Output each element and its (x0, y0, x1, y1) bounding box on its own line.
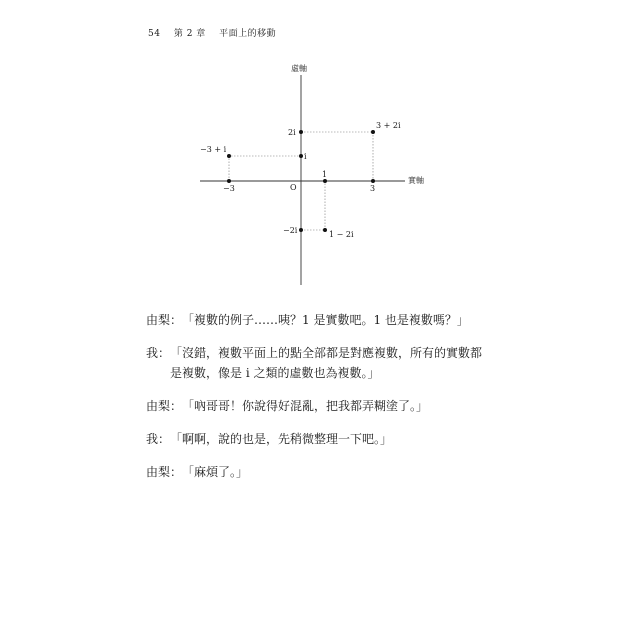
speech: 「啊啊，說的也是，先稍微整理一下吧。」 (170, 432, 393, 446)
speaker: 我： (146, 432, 171, 446)
dialogue-line (146, 343, 491, 383)
point-3-plus-2i (371, 130, 375, 134)
imaginary-axis-label: 虛軸 (291, 64, 307, 73)
dialogue-line (146, 310, 491, 330)
dialogue (146, 310, 491, 495)
speaker: 由梨： (146, 465, 183, 479)
origin-label: O (290, 183, 297, 192)
guide-3-plus-2i (301, 132, 373, 181)
dialogue-line (146, 396, 491, 416)
guide-minus3-plus-i (229, 156, 301, 181)
tick-label-1: 1 (322, 170, 328, 179)
tick-label-minus3: −3 (223, 184, 235, 193)
speaker: 由梨： (146, 313, 183, 327)
speech: 「麻煩了。」 (182, 465, 249, 479)
guide-1-minus-2i (301, 181, 325, 230)
running-head (148, 26, 286, 39)
speaker: 我： (146, 346, 171, 360)
speech: 「沒錯，複數平面上的點全部都是對應複數，所有的實數都是複數，像是 i 之類的虛數也為複數。」 (170, 346, 483, 380)
real-axis-label: 實軸 (408, 176, 424, 185)
chapter-title: 平面上的移動 (219, 29, 277, 39)
label-1-minus-2i: 1 − 2i (329, 230, 354, 239)
page-number: 54 (148, 29, 161, 39)
tick-dot-minus2i (299, 228, 303, 232)
speech: 「複數的例子……咦？1 是實數吧。1 也是複數嗎？」 (182, 313, 469, 327)
tick-label-3: 3 (370, 184, 376, 193)
tick-label-minus2i: −2i (283, 226, 298, 235)
dialogue-line (146, 462, 491, 482)
complex-plane-svg (190, 50, 430, 290)
dialogue-line (146, 429, 491, 449)
speech: 「吶哥哥！你說得好混亂，把我都弄糊塗了。」 (182, 399, 429, 413)
tick-dot-minus3 (227, 179, 231, 183)
speaker: 由梨： (146, 399, 183, 413)
label-minus3-plus-i: −3 + i (200, 145, 227, 154)
chapter-number: 第 2 章 (173, 29, 206, 39)
label-i: i (304, 152, 307, 161)
point-1-minus-2i (323, 228, 327, 232)
complex-plane-figure (190, 50, 430, 290)
tick-dot-1 (323, 179, 327, 183)
tick-dot-2i (299, 130, 303, 134)
label-3-plus-2i: 3 + 2i (376, 121, 401, 130)
tick-label-2i: 2i (288, 128, 296, 137)
point-i (299, 154, 303, 158)
point-minus3-plus-i (227, 154, 231, 158)
tick-dot-3 (371, 179, 375, 183)
